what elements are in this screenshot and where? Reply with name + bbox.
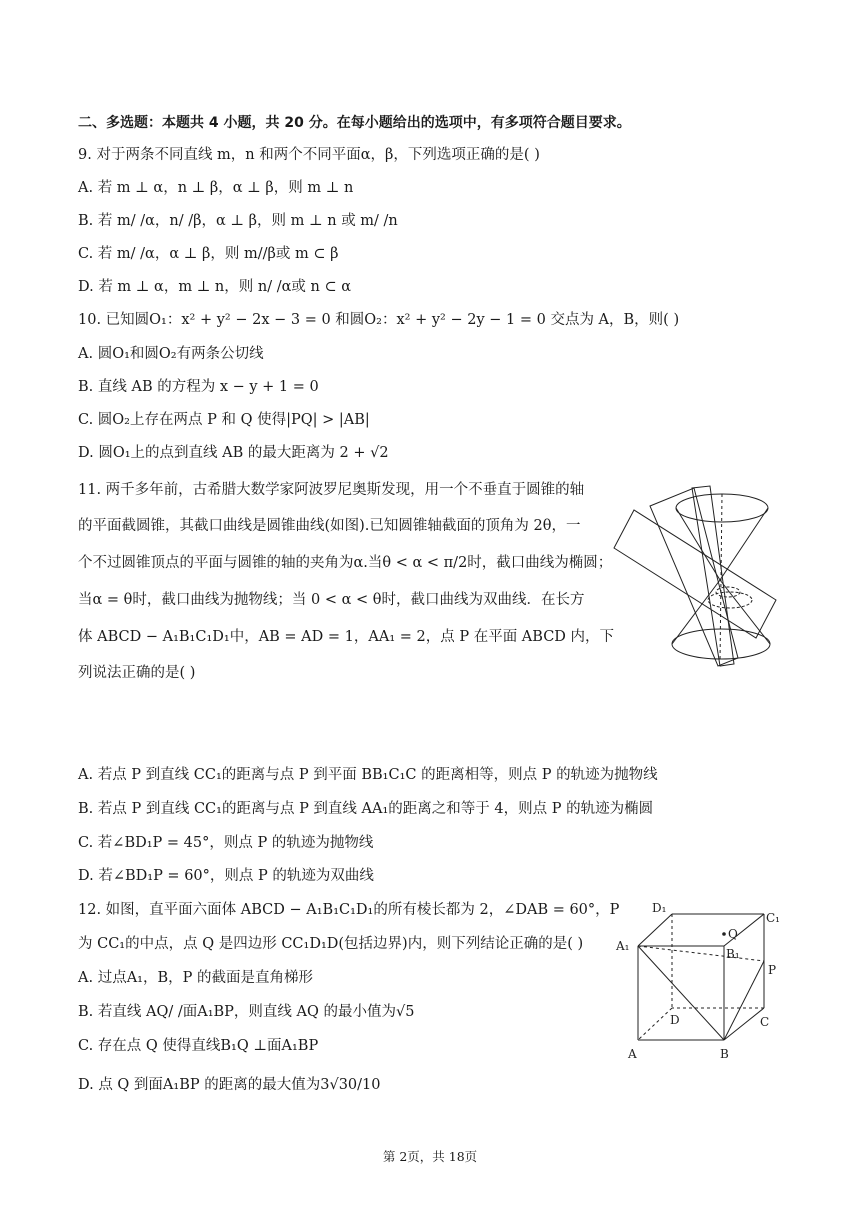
question-12-stem-line-1: 12. 如图，直平面六面体 ABCD − A₁B₁C₁D₁的所有棱长都为 2，∠DAB = 60°，P — [78, 902, 620, 918]
question-12-option-c: C. 存在点 Q 使得直线B₁Q ⊥面A₁BP — [78, 1038, 319, 1054]
cone-section-figure — [610, 484, 790, 670]
question-9-option-d: D. 若 m ⊥ α，m ⊥ n，则 n/ /α或 n ⊂ α — [78, 279, 352, 295]
question-12-option-b: B. 若直线 AQ/ /面A₁BP，则直线 AQ 的最小值为√5 — [78, 1004, 415, 1020]
question-11-option-c: C. 若∠BD₁P = 45°，则点 P 的轨迹为抛物线 — [78, 835, 374, 851]
question-10-option-b: B. 直线 AB 的方程为 x − y + 1 = 0 — [78, 379, 319, 395]
question-11-stem-line-1: 11. 两千多年前，古希腊大数学家阿波罗尼奥斯发现，用一个不垂直于圆锥的轴 — [78, 482, 585, 498]
label-b1: B₁ — [726, 947, 740, 961]
question-11-stem-line-6: 列说法正确的是( ) — [78, 665, 196, 681]
question-9-stem: 9. 对于两条不同直线 m，n 和两个不同平面α，β，下列选项正确的是( ) — [78, 147, 540, 163]
question-11-stem-line-2: 的平面截圆锥，其截口曲线是圆锥曲线(如图).已知圆锥轴截面的顶角为 2θ，一 — [78, 518, 581, 534]
question-10-option-a: A. 圆O₁和圆O₂有两条公切线 — [78, 346, 264, 362]
question-10-option-d: D. 圆O₁上的点到直线 AB 的最大距离为 2 + √2 — [78, 445, 389, 461]
question-12-stem-line-2: 为 CC₁的中点，点 Q 是四边形 CC₁D₁D(包括边界)内，则下列结论正确的是( ) — [78, 936, 584, 952]
label-a1: A₁ — [616, 939, 630, 953]
question-12-option-a: A. 过点A₁，B，P 的截面是直角梯形 — [78, 970, 313, 986]
question-10-stem: 10. 已知圆O₁：x² + y² − 2x − 3 = 0 和圆O₂：x² + y² − 2y − 1 = 0 交点为 A，B，则( ) — [78, 312, 680, 328]
label-d: D — [670, 1013, 680, 1027]
question-11-stem-line-4: 当α = θ时，截口曲线为抛物线；当 0 < α < θ时，截口曲线为双曲线．在长方 — [78, 592, 585, 608]
question-9-option-b: B. 若 m/ /α，n/ /β，α ⊥ β，则 m ⊥ n 或 m/ /n — [78, 213, 398, 229]
question-11-stem-line-3: 个不过圆锥顶点的平面与圆锥的轴的夹角为α.当θ < α < π/2时，截口曲线为椭圆； — [78, 555, 613, 571]
question-9-option-a: A. 若 m ⊥ α，n ⊥ β，α ⊥ β，则 m ⊥ n — [78, 180, 354, 196]
label-d1: D₁ — [652, 901, 667, 915]
label-q: Q — [728, 927, 738, 941]
question-11-option-d: D. 若∠BD₁P = 60°，则点 P 的轨迹为双曲线 — [78, 868, 374, 884]
question-12-option-d: D. 点 Q 到面A₁BP 的距离的最大值为3√30/10 — [78, 1077, 381, 1093]
prism-figure — [612, 898, 792, 1068]
label-b: B — [720, 1047, 729, 1061]
question-11-option-a: A. 若点 P 到直线 CC₁的距离与点 P 到平面 BB₁C₁C 的距离相等，则点 P 的轨迹为抛物线 — [78, 767, 658, 783]
page-footer: 第 2页，共 18页 — [382, 1149, 478, 1164]
label-c1: C₁ — [766, 911, 780, 925]
question-10-option-c: C. 圆O₂上存在两点 P 和 Q 使得|PQ| > |AB| — [78, 412, 370, 428]
question-9-option-c: C. 若 m/ /α，α ⊥ β，则 m//β或 m ⊂ β — [78, 246, 339, 262]
question-11-stem-line-5: 体 ABCD − A₁B₁C₁D₁中，AB = AD = 1，AA₁ = 2，点 P 在平面 ABCD 内，下 — [78, 629, 615, 645]
label-p: P — [768, 963, 777, 977]
label-a: A — [628, 1047, 637, 1061]
section-heading: 二、多选题：本题共 4 小题，共 20 分。在每小题给出的选项中，有多项符合题目要求。 — [78, 115, 631, 131]
question-11-option-b: B. 若点 P 到直线 CC₁的距离与点 P 到直线 AA₁的距离之和等于 4，则点 P 的轨迹为椭圆 — [78, 801, 654, 817]
label-c: C — [760, 1015, 770, 1029]
